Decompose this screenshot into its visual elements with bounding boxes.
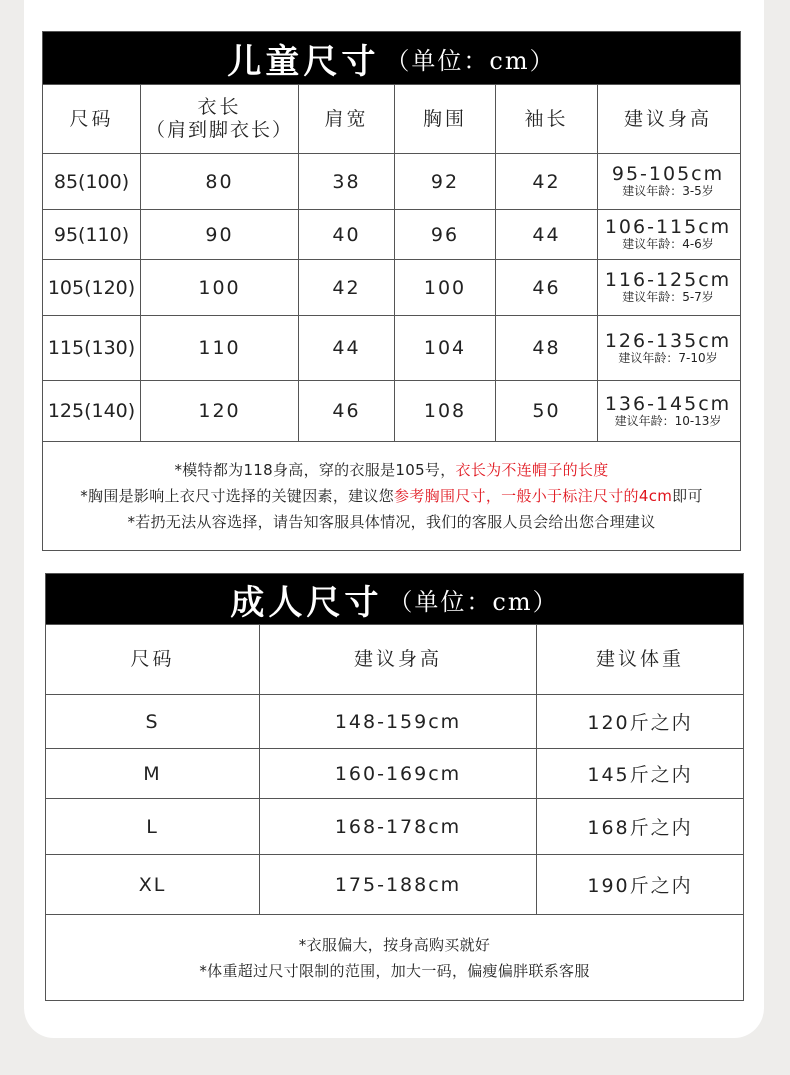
cell-height: 168-178cm	[259, 799, 536, 854]
cell-shoulder: 38	[298, 154, 394, 209]
cell-chest: 104	[394, 316, 495, 380]
adult-row	[46, 854, 743, 914]
cell-shoulder: 46	[298, 381, 394, 441]
cell-sleeve: 46	[495, 260, 597, 315]
age-range: 建议年龄：3-5岁	[622, 184, 714, 198]
height-range: 106-115cm	[604, 216, 732, 238]
kids-row	[43, 209, 740, 259]
cell-sleeve: 48	[495, 316, 597, 380]
cell-height	[597, 210, 738, 259]
age-range: 建议年龄：5-7岁	[622, 290, 714, 304]
kids-notes	[43, 441, 740, 550]
cell-sleeve: 50	[495, 381, 597, 441]
cell-size: 115(130)	[47, 337, 136, 359]
cell-size: 125(140)	[47, 400, 136, 422]
cell-weight: 168斤之内	[536, 799, 743, 854]
note-highlight: 参考胸围尺寸，一般小于标注尺寸的4cm	[394, 487, 673, 505]
cell-height: 160-169cm	[259, 749, 536, 798]
cell-size: S	[145, 710, 160, 733]
kids-header-row	[43, 84, 740, 153]
adult-table-unit: （单位：cm）	[388, 587, 559, 616]
cell-chest: 108	[394, 381, 495, 441]
cell-height	[597, 381, 738, 441]
cell-size: XL	[138, 873, 167, 896]
cell-height: 148-159cm	[259, 695, 536, 748]
adult-header-row	[46, 624, 743, 694]
cell-shoulder: 40	[298, 210, 394, 259]
cell-length: 90	[140, 210, 298, 259]
cell-height	[597, 154, 738, 209]
header-sleeve: 袖长	[495, 85, 597, 153]
cell-sleeve: 42	[495, 154, 597, 209]
height-range: 95-105cm	[611, 163, 725, 185]
cell-sleeve: 44	[495, 210, 597, 259]
cell-shoulder: 44	[298, 316, 394, 380]
adult-row	[46, 694, 743, 748]
header-size: 尺码	[130, 648, 175, 670]
note-highlight: 衣长为不连帽子的长度	[455, 461, 609, 479]
cell-size: 105(120)	[47, 276, 136, 299]
adult-table-title-bar	[46, 574, 743, 624]
height-range: 116-125cm	[604, 269, 732, 291]
kids-row	[43, 153, 740, 209]
adult-table-title: 成人尺寸	[230, 582, 383, 623]
kids-note-2: *胸围是影响上衣尺寸选择的关键因素，建议您参考胸围尺寸，一般小于标注尺寸的4cm即可	[80, 487, 703, 505]
header-weight: 建议体重	[536, 625, 743, 694]
cell-size: 85(100)	[53, 170, 130, 193]
adult-row	[46, 798, 743, 854]
age-range: 建议年龄：4-6岁	[622, 237, 714, 251]
kids-row	[43, 380, 740, 441]
kids-row	[43, 259, 740, 315]
age-range: 建议年龄：7-10岁	[618, 350, 718, 365]
cell-chest: 96	[394, 210, 495, 259]
kids-row	[43, 315, 740, 380]
age-range: 建议年龄：10-13岁	[614, 413, 722, 428]
height-range: 136-145cm	[604, 392, 732, 415]
header-shoulder: 肩宽	[298, 85, 394, 153]
header-height: 建议身高	[597, 85, 738, 153]
header-chest: 胸围	[394, 85, 495, 153]
cell-size: 95(110)	[53, 223, 130, 246]
cell-height: 175-188cm	[259, 855, 536, 914]
cell-chest: 92	[394, 154, 495, 209]
cell-height	[597, 316, 738, 380]
kids-note-3: *若扔无法从容选择，请告知客服具体情况，我们的客服人员会给出您合理建议	[127, 513, 656, 531]
adult-note-1: *衣服偏大，按身高购买就好	[298, 935, 491, 954]
cell-size: L	[146, 815, 159, 838]
kids-note-1: *模特都为118身高，穿的衣服是105号，衣长为不连帽子的长度	[174, 461, 609, 479]
cell-length: 100	[140, 260, 298, 315]
adult-notes	[46, 914, 743, 1000]
cell-weight: 120斤之内	[536, 695, 743, 748]
kids-size-table	[42, 31, 741, 551]
cell-weight: 145斤之内	[536, 749, 743, 798]
cell-chest: 100	[394, 260, 495, 315]
header-length: 衣长 （肩到脚衣长）	[140, 85, 298, 153]
kids-table-title: 儿童尺寸	[227, 41, 380, 82]
cell-shoulder: 42	[298, 260, 394, 315]
cell-size: M	[143, 762, 162, 785]
adult-size-table	[45, 573, 744, 1001]
adult-note-2: *体重超过尺寸限制的范围，加大一码，偏瘦偏胖联系客服	[199, 961, 590, 980]
cell-length: 120	[140, 381, 298, 441]
cell-height	[597, 260, 738, 315]
header-height: 建议身高	[259, 625, 536, 694]
kids-table-title-bar	[43, 32, 740, 84]
adult-row	[46, 748, 743, 798]
header-size: 尺码	[69, 107, 114, 130]
cell-weight: 190斤之内	[536, 855, 743, 914]
cell-length: 110	[140, 316, 298, 380]
height-range: 126-135cm	[604, 329, 732, 352]
cell-length: 80	[140, 154, 298, 209]
kids-table-unit: （单位：cm）	[385, 46, 556, 75]
